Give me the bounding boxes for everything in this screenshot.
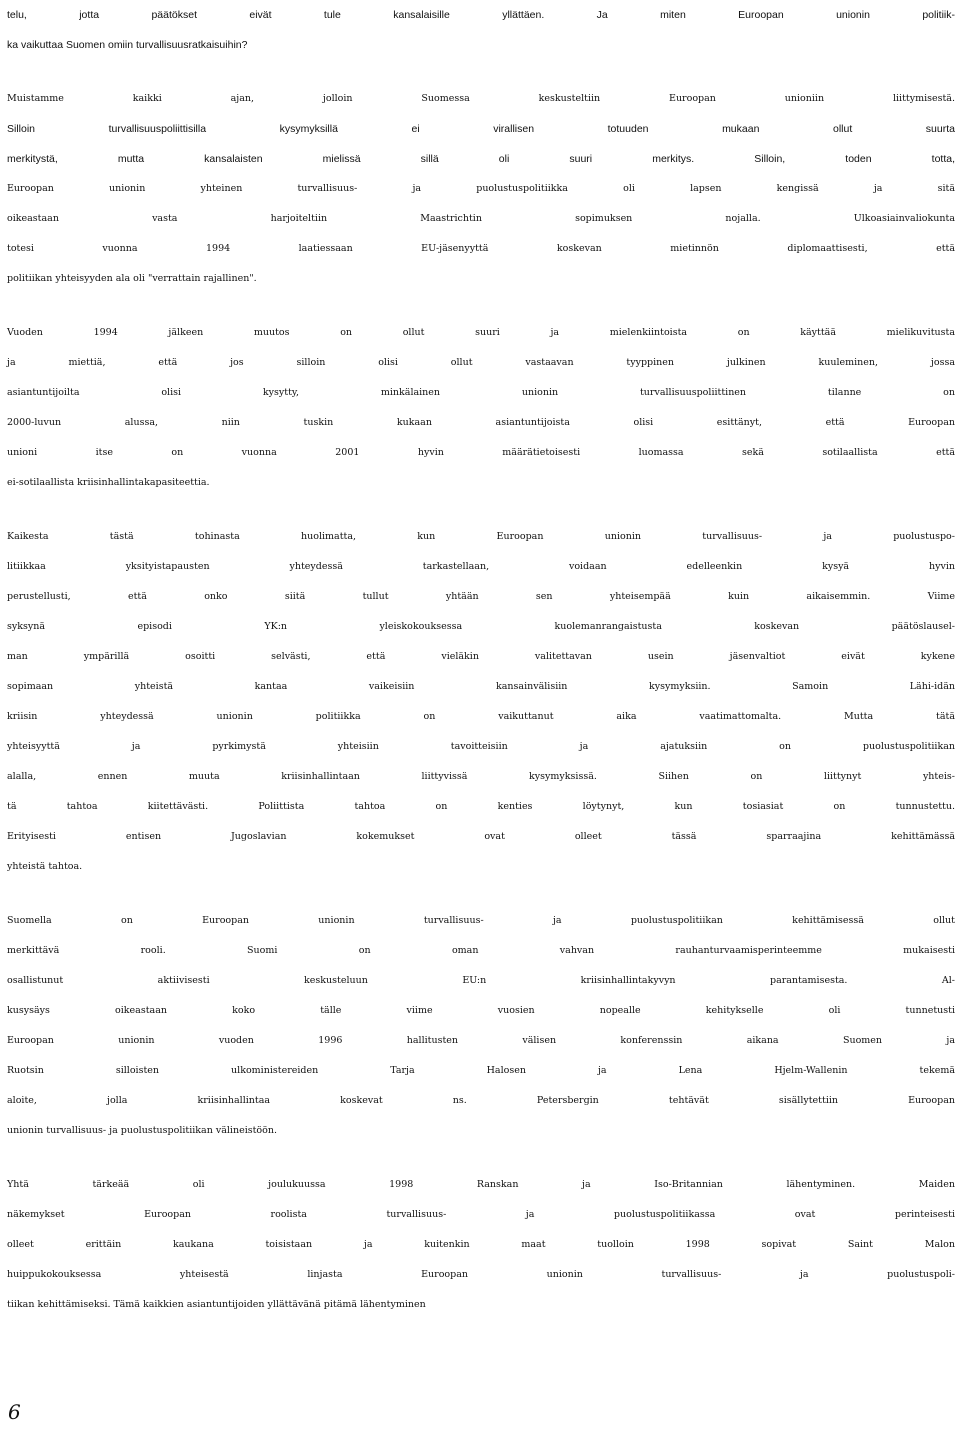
paragraph — [7, 906, 955, 1146]
text-line: totesi vuonna 1994 laatiessaan EU-jäsenyyttä koskevan mietinnön diplomaattisesti, että — [7, 243, 955, 254]
paragraph — [7, 1170, 955, 1320]
text-line: 2000-luvun alussa, niin tuskin kukaan asiantuntijoista olisi esittänyt, että Euroopan — [7, 417, 955, 428]
text-line: asiantuntijoilta olisi kysytty, minkälainen unionin turvallisuuspoliittinen tilanne on — [7, 387, 955, 398]
text-line: ka vaikuttaa Suomen omiin turvallisuusratkaisuihin? — [7, 39, 248, 51]
document-page — [7, 0, 955, 1344]
text-line: merkittävä rooli. Suomi on oman vahvan rauhanturvaamisperinteemme mukaisesti — [7, 945, 955, 956]
page-number: 6 — [8, 1400, 21, 1424]
text-line: alalla, ennen muuta kriisinhallintaan liittyvissä kysymyksissä. Siihen on liittynyt yhteis- — [7, 771, 955, 782]
text-line: perustellusti, että onko siitä tullut yhtään sen yhteisempää kuin aikaisemmin. Viime — [7, 591, 955, 602]
paragraph — [7, 318, 955, 498]
text-line: merkitystä, mutta kansalaisten mielissä sillä oli suuri merkitys. Silloin, toden totta, — [7, 153, 955, 165]
text-line: ei-sotilaallista kriisinhallintakapasiteettia. — [7, 477, 210, 488]
text-line: Silloin turvallisuuspoliittisilla kysymyksillä ei virallisen totuuden mukaan ollut suurta — [7, 123, 955, 135]
text-line: näkemykset Euroopan roolista turvallisuus- ja puolustuspolitiikassa ovat perinteisesti — [7, 1209, 955, 1220]
text-line: Erityisesti entisen Jugoslavian kokemukset ovat olleet tässä sparraajina kehittämässä — [7, 831, 955, 842]
text-line: tiikan kehittämiseksi. Tämä kaikkien asiantuntijoiden yllättävänä pitämä lähentyminen — [7, 1299, 426, 1310]
text-line: unioni itse on vuonna 2001 hyvin määrätietoisesti luomassa sekä sotilaallista että — [7, 447, 955, 458]
text-line: osallistunut aktiivisesti keskusteluun EU:n kriisinhallintakyvyn parantamisesta. Al- — [7, 975, 955, 986]
text-line: Ruotsin silloisten ulkoministereiden Tarja Halosen ja Lena Hjelm-Wallenin tekemä — [7, 1065, 955, 1076]
text-line: Vuoden 1994 jälkeen muutos on ollut suuri ja mielenkiintoista on käyttää mielikuvitusta — [7, 327, 955, 338]
text-line: kusysäys oikeastaan koko tälle viime vuosien nopealle kehitykselle oli tunnetusti — [7, 1005, 955, 1016]
paragraph — [7, 84, 955, 294]
text-line: litiikkaa yksityistapausten yhteydessä tarkastellaan, voidaan edelleenkin kysyä hyvin — [7, 561, 955, 572]
text-line: aloite, jolla kriisinhallintaa koskevat ns. Petersbergin tehtävät sisällytettiin Euroopan — [7, 1095, 955, 1106]
text-line: politiikan yhteisyyden ala oli "verrattain rajallinen". — [7, 273, 257, 284]
text-line: yhteistä tahtoa. — [7, 861, 83, 872]
text-line: tä tahtoa kiitettävästi. Poliittista tahtoa on kenties löytynyt, kun tosiasiat on tunnustettu. — [7, 801, 955, 812]
text-line: Euroopan unionin yhteinen turvallisuus- ja puolustuspolitiikka oli lapsen kengissä ja sitä — [7, 183, 955, 194]
text-line: oikeastaan vasta harjoiteltiin Maastrichtin sopimuksen nojalla. Ulkoasiainvaliokunta — [7, 213, 955, 224]
text-line: Kaikesta tästä tohinasta huolimatta, kun Euroopan unionin turvallisuus- ja puolustuspo- — [7, 531, 955, 542]
text-line: Suomella on Euroopan unionin turvallisuus- ja puolustuspolitiikan kehittämisessä ollut — [7, 915, 955, 926]
text-line: ja miettiä, että jos silloin olisi ollut vastaavan tyyppinen julkinen kuuleminen, jossa — [7, 357, 955, 368]
text-line: kriisin yhteydessä unionin politiikka on vaikuttanut aika vaatimattomalta. Mutta tätä — [7, 711, 955, 722]
text-line: olleet erittäin kaukana toisistaan ja kuitenkin maat tuolloin 1998 sopivat Saint Malon — [7, 1239, 955, 1250]
text-line: huippukokouksessa yhteisestä linjasta Euroopan unionin turvallisuus- ja puolustuspoli- — [7, 1269, 955, 1280]
text-line: Euroopan unionin vuoden 1996 hallitusten välisen konferenssin aikana Suomen ja — [7, 1035, 955, 1046]
text-line: telu, jotta päätökset eivät tule kansalaisille yllättäen. Ja miten Euroopan unionin politiik- — [7, 9, 955, 21]
paragraph — [7, 522, 955, 882]
text-line: syksynä episodi YK:n yleiskokouksessa kuolemanrangaistusta koskevan päätöslausel- — [7, 621, 955, 632]
body-text — [7, 0, 955, 1320]
text-line: man ympärillä osoitti selvästi, että vieläkin valitettavan usein jäsenvaltiot eivät kykene — [7, 651, 955, 662]
paragraph — [7, 0, 955, 60]
text-line: yhteisyyttä ja pyrkimystä yhteisiin tavoitteisiin ja ajatuksiin on puolustuspolitiikan — [7, 741, 955, 752]
text-line: sopimaan yhteistä kantaa vaikeisiin kansainvälisiin kysymyksiin. Samoin Lähi-idän — [7, 681, 955, 692]
text-line: unionin turvallisuus- ja puolustuspolitiikan välineistöön. — [7, 1125, 278, 1136]
text-line: Muistamme kaikki ajan, jolloin Suomessa keskusteltiin Euroopan unioniin liittymisestä. — [7, 93, 955, 104]
text-line: Yhtä tärkeää oli joulukuussa 1998 Ranskan ja Iso-Britannian lähentyminen. Maiden — [7, 1179, 955, 1190]
